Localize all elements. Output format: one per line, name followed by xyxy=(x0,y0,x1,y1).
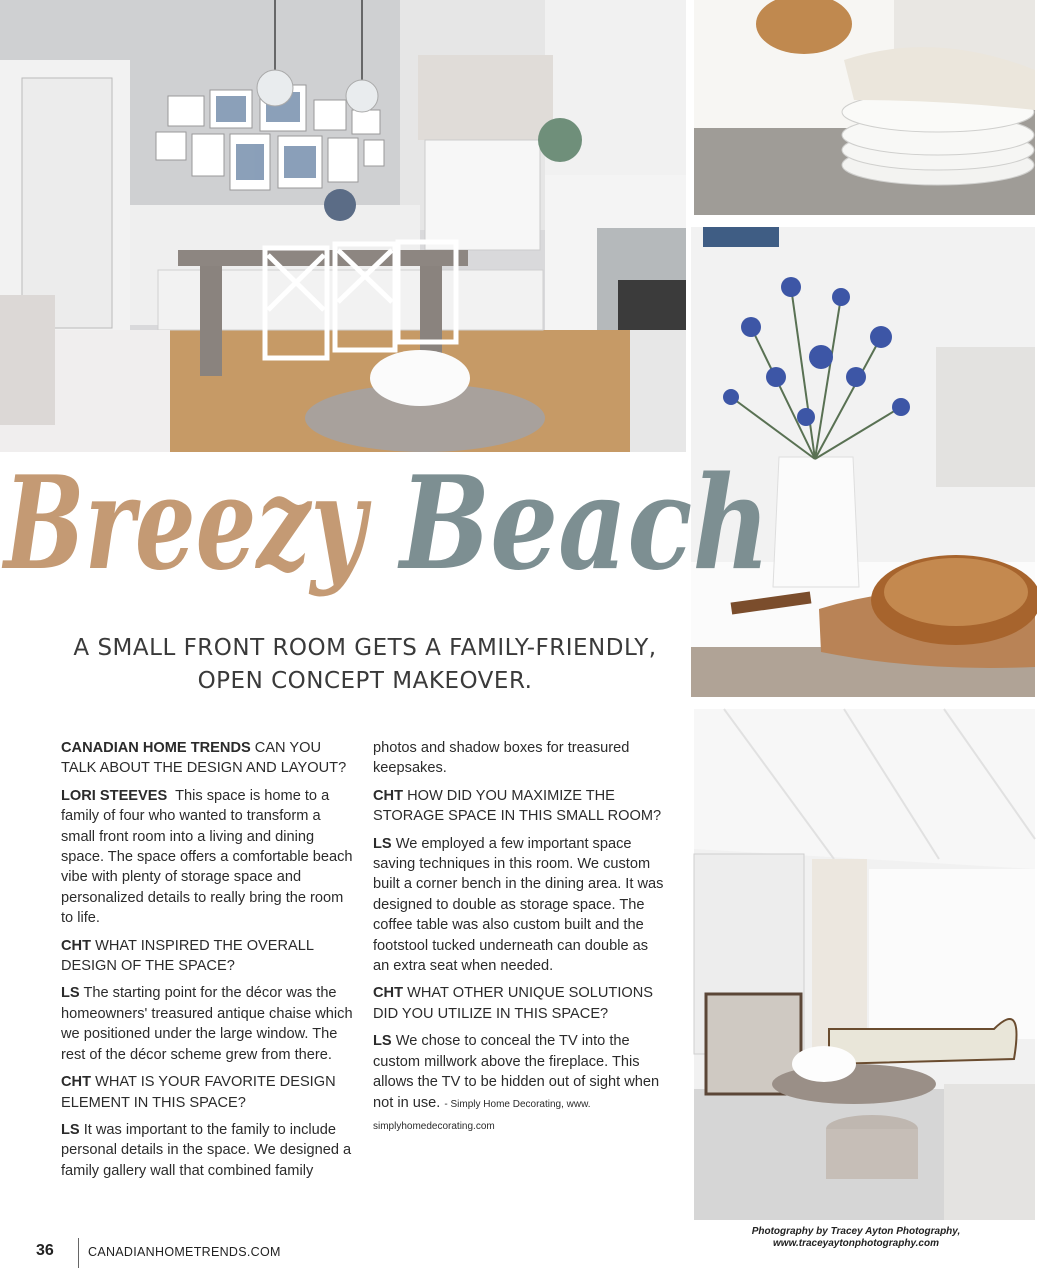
footer-divider xyxy=(78,1238,79,1268)
paragraph xyxy=(373,738,665,779)
question-text: WHAT INSPIRED THE OVERALL DESIGN OF THE SPACE? xyxy=(61,937,314,975)
speaker-label: CHT xyxy=(373,985,403,1002)
answer-text: We employed a few important space saving techniques in this room. We custom built a corner bench in the dining area. It was designed to double as storage space. The coffee table was also custom built and the footstool tucked underneath can double as an extra seat when needed. xyxy=(373,835,664,975)
living-room-photo xyxy=(0,0,686,452)
title-word-breezy: Breezy xyxy=(1,449,372,599)
subtitle-line-2: OPEN CONCEPT MAKEOVER. xyxy=(197,668,533,694)
speaker-label: LS xyxy=(373,835,392,852)
photo-credit-line-2: www.traceyaytonphotography.com xyxy=(773,1238,939,1249)
paragraph xyxy=(373,983,665,1024)
page-number: 36 xyxy=(36,1242,54,1259)
question-text: WHAT OTHER UNIQUE SOLUTIONS DID YOU UTILIZE IN THIS SPACE? xyxy=(373,985,654,1022)
answer-text: It was important to the family to include personal details in the space. We designed a family gallery wall that combined family xyxy=(61,1121,352,1179)
speaker-label: CHT xyxy=(61,1074,91,1091)
speaker-label: LS xyxy=(61,985,80,1002)
speaker-label: LS xyxy=(373,1033,392,1050)
article-title xyxy=(0,450,780,610)
paragraph xyxy=(61,1072,353,1113)
paragraph xyxy=(61,936,353,977)
answer-text: The starting point for the décor was the homeowners' treasured antique chaise which we positioned under the large window. The rest of the décor scheme grew from there. xyxy=(61,985,353,1063)
article-column-left xyxy=(61,738,353,1188)
title-word-beach: Beach xyxy=(397,449,770,599)
source-credit: - Simply Home Decorating, www. simplyhomedecorating.com xyxy=(373,1098,591,1132)
answer-text: We chose to conceal the TV into the custom millwork above the fireplace. This allows the TV to be hidden out of sight when not in use. xyxy=(373,1033,660,1111)
photo-credit xyxy=(694,1226,1018,1250)
site-name: CANADIANHOMETRENDS.COM xyxy=(88,1245,281,1259)
paragraph xyxy=(373,834,665,977)
paragraph xyxy=(61,786,353,929)
paragraph xyxy=(61,738,353,779)
article-subtitle xyxy=(40,632,690,698)
paragraph xyxy=(61,1120,353,1181)
answer-text: This space is home to a family of four who wanted to transform a small front room into a living and dining space. The space offers a comfortable beach vibe with plenty of storage space and personalized details to really bring the room to life. xyxy=(61,787,353,927)
subtitle-line-1: A SMALL FRONT ROOM GETS A FAMILY-FRIENDLY, xyxy=(73,635,657,661)
question-text: CAN YOU TALK ABOUT THE DESIGN AND LAYOUT? xyxy=(61,740,347,777)
paragraph xyxy=(61,983,353,1065)
photo-credit-line-1: Photography by Tracey Ayton Photography, xyxy=(751,1226,961,1237)
paragraph xyxy=(373,786,665,827)
speaker-label: LORI STEEVES xyxy=(61,787,168,804)
answer-text: photos and shadow boxes for treasured keepsakes. xyxy=(373,740,630,777)
speaker-label: LS xyxy=(61,1121,80,1138)
speaker-label: CHT xyxy=(61,937,91,954)
living-area-photo xyxy=(694,709,1035,1220)
question-text: WHAT IS YOUR FAVORITE DESIGN ELEMENT IN THIS SPACE? xyxy=(61,1074,336,1111)
speaker-label: CHT xyxy=(373,787,403,804)
question-text: HOW DID YOU MAXIMIZE THE STORAGE SPACE IN THIS SMALL ROOM? xyxy=(373,787,662,825)
article-column-right xyxy=(373,738,665,1144)
paragraph xyxy=(373,1031,665,1137)
plates-photo xyxy=(694,0,1035,215)
speaker-label: CANADIAN HOME TRENDS xyxy=(61,740,251,756)
